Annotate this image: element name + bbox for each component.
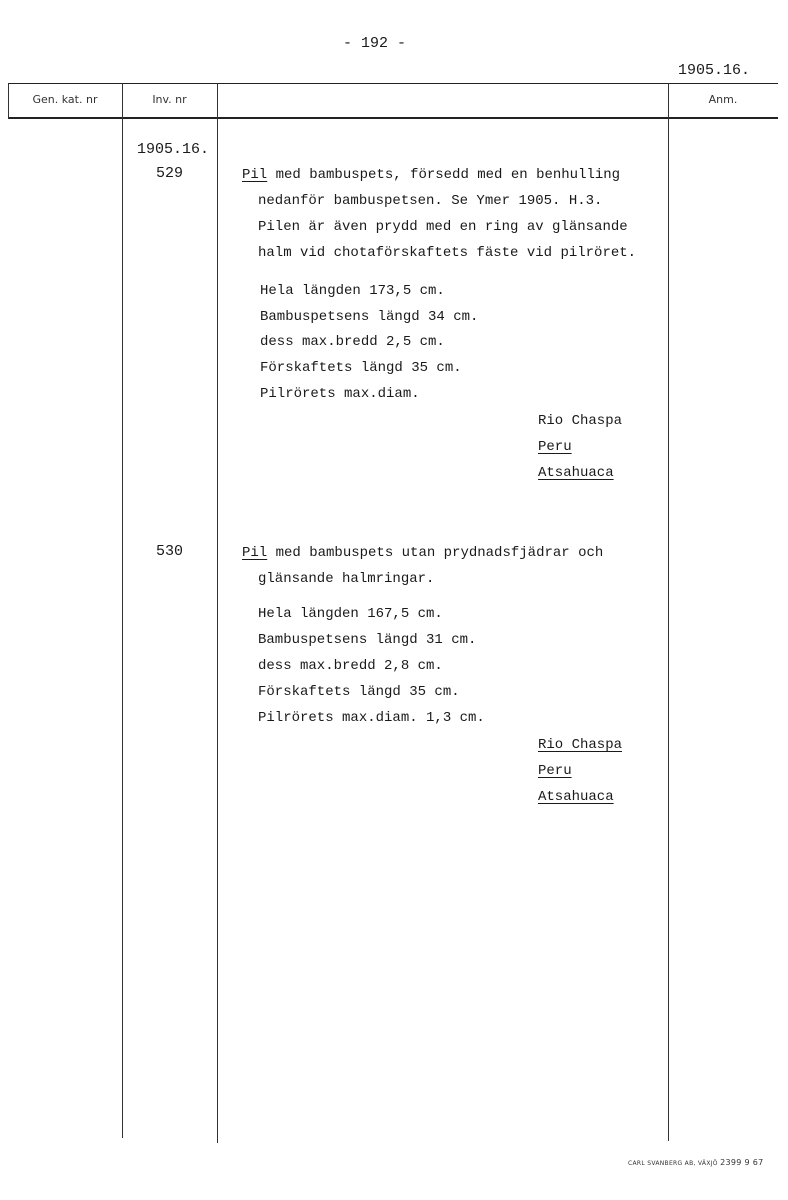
object-name: Pil (242, 545, 268, 561)
description-line: halm vid chotaförskaftets fäste vid pilröret. (258, 245, 637, 261)
description-line: nedanför bambuspetsen. Se Ymer 1905. H.3. (258, 193, 603, 209)
object-name: Pil (242, 167, 268, 183)
header-bottom-rule (8, 117, 778, 119)
measurement-line: dess max.bredd 2,5 cm. (260, 334, 445, 350)
page-number: - 192 - (343, 35, 407, 52)
description-line: Pilen är även prydd med en ring av glänsande (258, 219, 628, 235)
column-header-inv-nr: Inv. nr (152, 93, 187, 106)
form-code: 2399 9 67 (720, 1158, 764, 1167)
column-divider-3 (668, 83, 669, 1141)
column-divider-1 (122, 83, 123, 1138)
measurement-line: Förskaftets längd 35 cm. (258, 684, 460, 700)
measurement-line: Förskaftets längd 35 cm. (260, 360, 462, 376)
measurement-line: Pilrörets max.diam. 1,3 cm. (258, 710, 485, 726)
locality-people: Atsahuaca (538, 789, 614, 805)
measurement-line: Pilrörets max.diam. (260, 386, 420, 402)
measurement-line: Hela längden 173,5 cm. (260, 283, 445, 299)
measurement-line: Bambuspetsens längd 31 cm. (258, 632, 477, 648)
series-number: 1905.16. (137, 141, 210, 158)
locality-river: Rio Chaspa (538, 413, 623, 429)
measurement-line: dess max.bredd 2,8 cm. (258, 658, 443, 674)
measurement-line: Hela längden 167,5 cm. (258, 606, 443, 622)
description-text: med bambuspets, försedd med en benhulling (267, 167, 621, 183)
locality-river: Rio Chaspa (538, 737, 623, 753)
entry-first-line (242, 545, 603, 561)
locality-country: Peru (538, 439, 572, 455)
column-header-gen-kat-nr: Gen. kat. nr (32, 93, 98, 106)
measurement-line: Bambuspetsens längd 34 cm. (260, 309, 479, 325)
column-header-anm: Anm. (708, 93, 738, 106)
printer-name: CARL SVANBERG AB, VÄXJÖ (628, 1160, 718, 1167)
inv-number: 529 (156, 165, 184, 182)
locality-people: Atsahuaca (538, 465, 614, 481)
top-reference: 1905.16. (678, 62, 751, 79)
inv-number: 530 (156, 543, 184, 560)
column-divider-2 (217, 83, 218, 1143)
header-top-rule (8, 83, 778, 84)
description-text: med bambuspets utan prydnadsfjädrar och (267, 545, 604, 561)
description-line: glänsande halmringar. (258, 571, 435, 587)
locality-country: Peru (538, 763, 572, 779)
printer-mark (628, 1158, 763, 1167)
entry-first-line (242, 167, 620, 183)
